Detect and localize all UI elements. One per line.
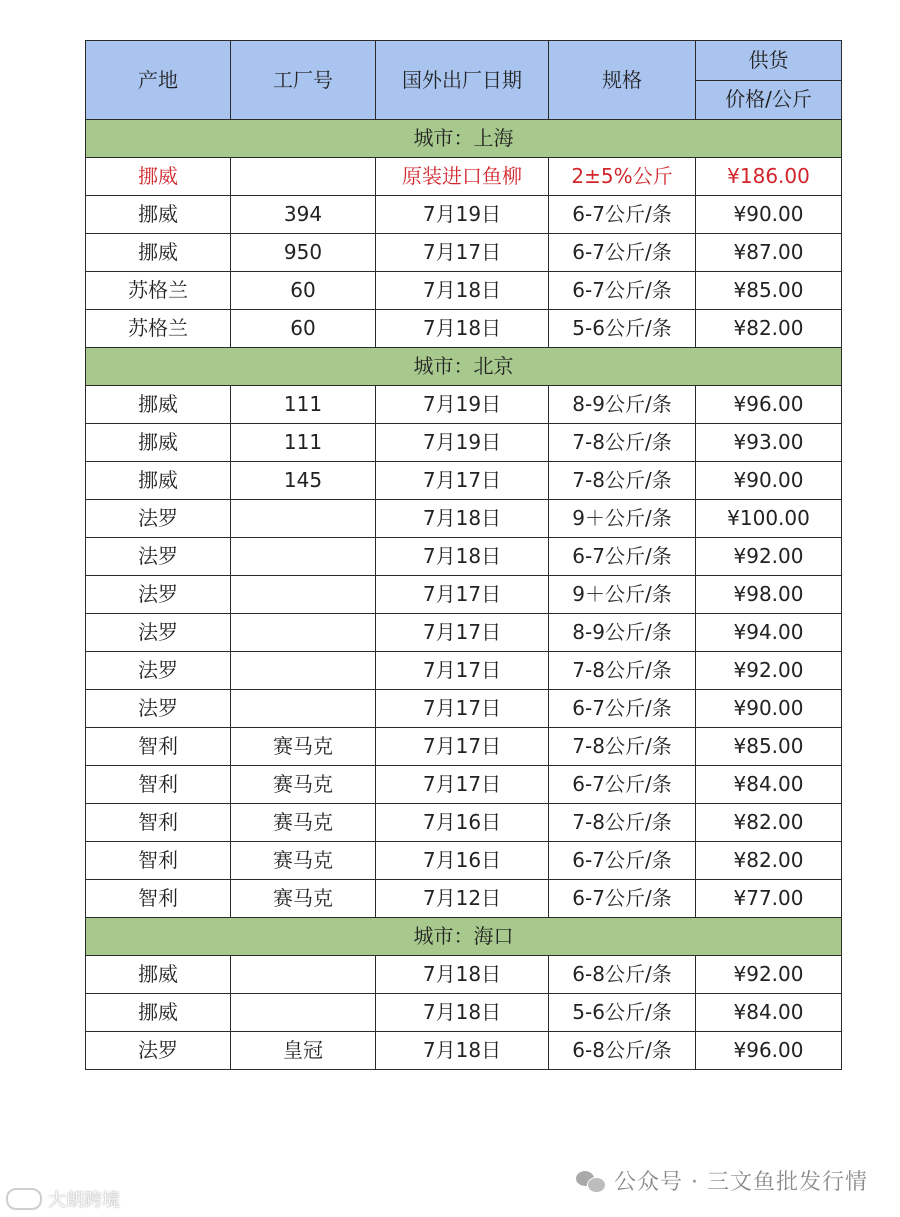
- cell-price: ¥93.00: [696, 424, 842, 462]
- cell-spec: 5-6公斤/条: [549, 310, 696, 348]
- cell-factory: [231, 994, 376, 1032]
- table-body: [86, 120, 842, 1070]
- header-price-unit: 价格/公斤: [696, 80, 842, 120]
- cell-origin: 苏格兰: [86, 310, 231, 348]
- table-row: [86, 196, 842, 234]
- table-row: [86, 424, 842, 462]
- cell-price: ¥90.00: [696, 690, 842, 728]
- cell-date: 7月17日: [376, 234, 549, 272]
- cell-price: ¥84.00: [696, 766, 842, 804]
- cell-spec: 6-8公斤/条: [549, 1032, 696, 1070]
- cell-date: 7月12日: [376, 880, 549, 918]
- cell-date: 7月18日: [376, 956, 549, 994]
- cell-origin: 挪威: [86, 158, 231, 196]
- cell-price: ¥92.00: [696, 538, 842, 576]
- cell-factory: [231, 690, 376, 728]
- header-date: 国外出厂日期: [376, 41, 549, 120]
- cell-date: 7月18日: [376, 1032, 549, 1070]
- cell-date: 7月17日: [376, 690, 549, 728]
- cell-spec: 5-6公斤/条: [549, 994, 696, 1032]
- cell-spec: 7-8公斤/条: [549, 652, 696, 690]
- cell-origin: 智利: [86, 728, 231, 766]
- cell-factory: [231, 158, 376, 196]
- cell-spec: 7-8公斤/条: [549, 462, 696, 500]
- cell-factory: 60: [231, 272, 376, 310]
- cell-origin: 法罗: [86, 614, 231, 652]
- table-row: [86, 462, 842, 500]
- table-row: [86, 652, 842, 690]
- cell-factory: [231, 576, 376, 614]
- cell-date: 7月17日: [376, 576, 549, 614]
- cell-spec: 8-9公斤/条: [549, 614, 696, 652]
- cell-spec: 8-9公斤/条: [549, 386, 696, 424]
- cell-price: ¥92.00: [696, 956, 842, 994]
- city-label: 城市：北京: [86, 348, 842, 386]
- wechat-icon: [576, 1169, 606, 1193]
- table-row: [86, 804, 842, 842]
- cell-origin: 挪威: [86, 424, 231, 462]
- cell-origin: 法罗: [86, 1032, 231, 1070]
- cell-origin: 法罗: [86, 576, 231, 614]
- corner-logo-icon: [6, 1188, 42, 1210]
- city-label: 城市：上海: [86, 120, 842, 158]
- cell-origin: 挪威: [86, 234, 231, 272]
- table-row: [86, 538, 842, 576]
- table-row: [86, 1032, 842, 1070]
- wechat-watermark: [576, 1165, 868, 1196]
- cell-date: 7月17日: [376, 766, 549, 804]
- cell-origin: 智利: [86, 804, 231, 842]
- header-spec: 规格: [549, 41, 696, 120]
- header-factory: 工厂号: [231, 41, 376, 120]
- cell-spec: 6-7公斤/条: [549, 842, 696, 880]
- cell-origin: 智利: [86, 766, 231, 804]
- table-row: [86, 690, 842, 728]
- cell-factory: 111: [231, 424, 376, 462]
- cell-spec: 7-8公斤/条: [549, 804, 696, 842]
- table-row: [86, 272, 842, 310]
- table-row: [86, 234, 842, 272]
- cell-price: ¥94.00: [696, 614, 842, 652]
- cell-origin: 法罗: [86, 538, 231, 576]
- corner-watermark-text: 大朗跨境: [48, 1190, 120, 1211]
- cell-price: ¥96.00: [696, 1032, 842, 1070]
- cell-factory: [231, 614, 376, 652]
- cell-factory: 950: [231, 234, 376, 272]
- cell-date: 7月18日: [376, 310, 549, 348]
- table-row: [86, 614, 842, 652]
- cell-spec: 6-7公斤/条: [549, 538, 696, 576]
- cell-price: ¥82.00: [696, 804, 842, 842]
- cell-price: ¥77.00: [696, 880, 842, 918]
- table-row: [86, 994, 842, 1032]
- cell-date: 7月18日: [376, 994, 549, 1032]
- cell-date: 7月16日: [376, 842, 549, 880]
- cell-origin: 挪威: [86, 956, 231, 994]
- cell-price: ¥96.00: [696, 386, 842, 424]
- cell-date: 原装进口鱼柳: [376, 158, 549, 196]
- cell-factory: [231, 652, 376, 690]
- cell-spec: 6-7公斤/条: [549, 272, 696, 310]
- cell-date: 7月17日: [376, 728, 549, 766]
- cell-factory: 赛马克: [231, 880, 376, 918]
- cell-spec: 7-8公斤/条: [549, 424, 696, 462]
- city-section-row: [86, 120, 842, 158]
- cell-date: 7月19日: [376, 386, 549, 424]
- cell-date: 7月17日: [376, 462, 549, 500]
- cell-spec: 6-7公斤/条: [549, 690, 696, 728]
- table-row: [86, 956, 842, 994]
- cell-price: ¥85.00: [696, 728, 842, 766]
- cell-price: ¥87.00: [696, 234, 842, 272]
- cell-spec: 6-7公斤/条: [549, 880, 696, 918]
- wechat-watermark-text: 公众号 · 三文鱼批发行情: [614, 1170, 868, 1195]
- cell-price: ¥90.00: [696, 462, 842, 500]
- cell-factory: 394: [231, 196, 376, 234]
- cell-price: ¥100.00: [696, 500, 842, 538]
- cell-price: ¥82.00: [696, 310, 842, 348]
- cell-spec: 6-8公斤/条: [549, 956, 696, 994]
- cell-spec: 9＋公斤/条: [549, 500, 696, 538]
- corner-watermark: [6, 1186, 120, 1212]
- cell-date: 7月16日: [376, 804, 549, 842]
- cell-date: 7月19日: [376, 196, 549, 234]
- cell-price: ¥85.00: [696, 272, 842, 310]
- cell-date: 7月18日: [376, 500, 549, 538]
- cell-origin: 挪威: [86, 462, 231, 500]
- cell-origin: 苏格兰: [86, 272, 231, 310]
- cell-date: 7月19日: [376, 424, 549, 462]
- table-row: [86, 842, 842, 880]
- cell-origin: 智利: [86, 842, 231, 880]
- cell-spec: 6-7公斤/条: [549, 196, 696, 234]
- table-row: [86, 310, 842, 348]
- table-row: [86, 386, 842, 424]
- cell-factory: 赛马克: [231, 804, 376, 842]
- cell-price: ¥186.00: [696, 158, 842, 196]
- cell-date: 7月18日: [376, 272, 549, 310]
- cell-price: ¥84.00: [696, 994, 842, 1032]
- city-section-row: [86, 348, 842, 386]
- table-row: [86, 500, 842, 538]
- cell-factory: 皇冠: [231, 1032, 376, 1070]
- cell-origin: 智利: [86, 880, 231, 918]
- cell-spec: 2±5%公斤: [549, 158, 696, 196]
- table-row: [86, 728, 842, 766]
- cell-spec: 6-7公斤/条: [549, 766, 696, 804]
- cell-factory: [231, 956, 376, 994]
- cell-origin: 法罗: [86, 500, 231, 538]
- cell-factory: 145: [231, 462, 376, 500]
- cell-factory: 60: [231, 310, 376, 348]
- table-row: [86, 880, 842, 918]
- cell-origin: 挪威: [86, 994, 231, 1032]
- cell-price: ¥90.00: [696, 196, 842, 234]
- cell-date: 7月17日: [376, 614, 549, 652]
- cell-factory: 赛马克: [231, 728, 376, 766]
- cell-spec: 9＋公斤/条: [549, 576, 696, 614]
- cell-origin: 挪威: [86, 386, 231, 424]
- city-section-row: [86, 918, 842, 956]
- cell-factory: 赛马克: [231, 842, 376, 880]
- header-origin: 产地: [86, 41, 231, 120]
- cell-origin: 法罗: [86, 652, 231, 690]
- cell-factory: [231, 500, 376, 538]
- cell-factory: 赛马克: [231, 766, 376, 804]
- cell-price: ¥82.00: [696, 842, 842, 880]
- table-row: [86, 766, 842, 804]
- cell-date: 7月18日: [376, 538, 549, 576]
- cell-origin: 挪威: [86, 196, 231, 234]
- table-row: [86, 576, 842, 614]
- cell-spec: 6-7公斤/条: [549, 234, 696, 272]
- cell-price: ¥92.00: [696, 652, 842, 690]
- city-label: 城市：海口: [86, 918, 842, 956]
- cell-origin: 法罗: [86, 690, 231, 728]
- cell-factory: [231, 538, 376, 576]
- cell-factory: 111: [231, 386, 376, 424]
- cell-price: ¥98.00: [696, 576, 842, 614]
- cell-date: 7月17日: [376, 652, 549, 690]
- header-supply: 供货: [696, 41, 842, 81]
- cell-spec: 7-8公斤/条: [549, 728, 696, 766]
- table-row: [86, 158, 842, 196]
- price-table: [85, 40, 842, 1070]
